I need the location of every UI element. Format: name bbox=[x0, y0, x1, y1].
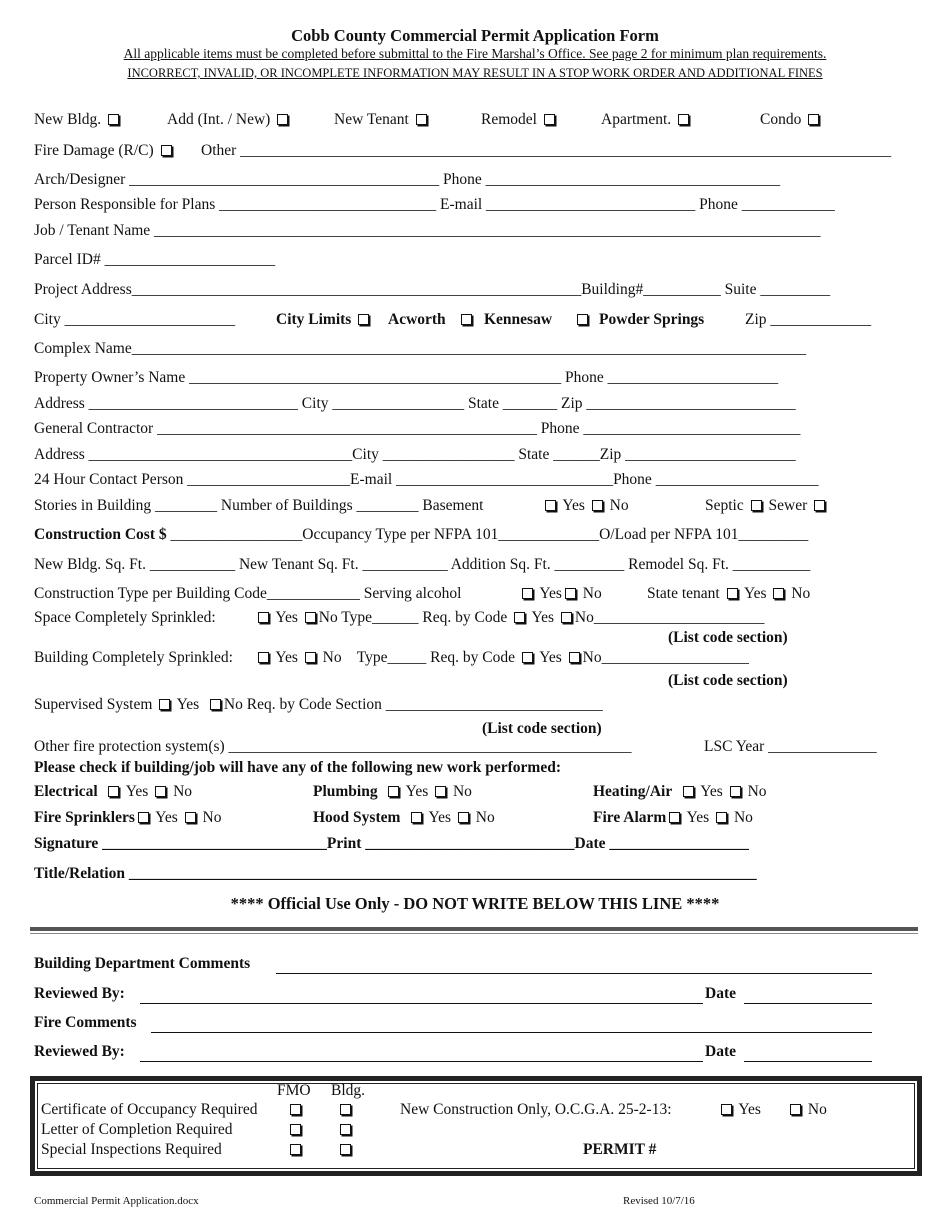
new-construction-no[interactable] bbox=[790, 1104, 801, 1115]
acworth-checkbox[interactable] bbox=[461, 314, 472, 325]
alcohol-yes-checkbox[interactable] bbox=[522, 588, 533, 599]
heating-no[interactable] bbox=[730, 786, 741, 797]
contact-person-field[interactable]: 24 Hour Contact Person _____________________E-mail ____________________________Phone _____________________ bbox=[34, 471, 819, 488]
state-tenant-label: State tenant bbox=[647, 585, 720, 602]
fire-damage-row bbox=[0, 142, 950, 162]
label: No bbox=[582, 585, 602, 602]
checkbox[interactable] bbox=[678, 114, 689, 125]
label: Yes bbox=[539, 649, 562, 666]
reviewed-by-field[interactable] bbox=[140, 1043, 703, 1062]
supervised-yes[interactable] bbox=[159, 699, 170, 710]
date-label: Date bbox=[705, 985, 736, 1002]
stories-row bbox=[0, 497, 950, 517]
plumbing-label: Plumbing bbox=[313, 783, 378, 800]
checkbox[interactable] bbox=[108, 114, 119, 125]
apartment-option[interactable] bbox=[601, 111, 692, 129]
kennesaw-option: Kennesaw bbox=[484, 311, 553, 328]
property-owner-field[interactable]: Property Owner’s Name ________________________________________________ Phone ______________________ bbox=[34, 369, 779, 386]
list-code-section-note: (List code section) bbox=[668, 672, 788, 689]
arch-designer-field[interactable]: Arch/Designer ________________________________________ Phone ______________________________________ bbox=[34, 171, 781, 188]
state-tenant-no-checkbox[interactable] bbox=[773, 588, 784, 599]
label[interactable]: No___________________ bbox=[582, 649, 749, 666]
label: Yes bbox=[686, 809, 710, 826]
sewer-label: Sewer bbox=[768, 497, 808, 514]
label: Yes bbox=[539, 585, 562, 602]
label: Yes bbox=[700, 783, 723, 800]
label: No bbox=[609, 497, 629, 514]
supervised-no[interactable] bbox=[210, 699, 221, 710]
form-subtitle: All applicable items must be completed before submittal to the Fire Marshal’s Office. See page 2 for minimum plan requirements. bbox=[123, 46, 827, 61]
req-code-section-field[interactable]: No Req. by Code Section ____________________________ bbox=[223, 696, 603, 713]
loc-bldg-checkbox[interactable] bbox=[340, 1124, 351, 1135]
parcel-id-field[interactable]: Parcel ID# ______________________ bbox=[34, 251, 276, 268]
reviewed-by-label: Reviewed By: bbox=[34, 985, 125, 1002]
co-bldg-checkbox[interactable] bbox=[340, 1104, 351, 1115]
special-bldg-checkbox[interactable] bbox=[340, 1144, 351, 1155]
fire-comments-label: Fire Comments bbox=[34, 1014, 137, 1031]
stories-field[interactable]: Stories in Building ________ Number of Buildings ________ Basement bbox=[34, 497, 484, 514]
new-construction-label: New Construction Only, O.C.G.A. 25-2-13: bbox=[400, 1101, 672, 1118]
label: Condo bbox=[760, 111, 802, 128]
label: Yes bbox=[155, 809, 178, 826]
new-construction-yes[interactable] bbox=[721, 1104, 732, 1115]
fire-alarm-no[interactable] bbox=[716, 812, 727, 823]
electrical-no[interactable] bbox=[155, 786, 166, 797]
space-sprinkled-label: Space Completely Sprinkled: bbox=[34, 609, 216, 626]
checkbox[interactable] bbox=[416, 114, 427, 125]
divider bbox=[30, 927, 918, 931]
building-sprinkled-label: Building Completely Sprinkled: bbox=[34, 649, 233, 666]
lsc-year-field[interactable]: LSC Year ______________ bbox=[704, 738, 877, 755]
footer-filename: Commercial Permit Application.docx bbox=[34, 1195, 199, 1207]
bldg-req-no[interactable] bbox=[569, 652, 580, 663]
hood-no[interactable] bbox=[458, 812, 469, 823]
official-use-banner: **** Official Use Only - DO NOT WRITE BELOW THIS LINE **** bbox=[230, 894, 720, 913]
label[interactable]: No______________________ bbox=[574, 609, 765, 626]
city-row bbox=[0, 311, 950, 331]
state-tenant-yes-checkbox[interactable] bbox=[727, 588, 738, 599]
gc-address-field[interactable]: Address __________________________________City _________________ State ______Zip ______________________ bbox=[34, 446, 796, 463]
bldg-sprinkled-no[interactable] bbox=[305, 652, 316, 663]
label: Remodel bbox=[481, 111, 537, 128]
fire-alarm-label: Fire Alarm bbox=[593, 809, 667, 826]
special-inspections-label: Special Inspections Required bbox=[41, 1141, 222, 1158]
project-type-row bbox=[0, 111, 950, 131]
form-warning: INCORRECT, INVALID, OR INCOMPLETE INFORMATION MAY RESULT IN A STOP WORK ORDER AND ADDITIONAL FINES bbox=[127, 66, 823, 80]
checkbox[interactable] bbox=[544, 114, 555, 125]
label: Yes bbox=[562, 497, 585, 514]
space-sprinkled-yes[interactable] bbox=[258, 612, 269, 623]
sewer-checkbox[interactable] bbox=[814, 500, 825, 511]
septic-label: Septic bbox=[705, 497, 744, 514]
construction-type-field[interactable]: Construction Type per Building Code____________ Serving alcohol bbox=[34, 585, 462, 602]
reviewed-by-label: Reviewed By: bbox=[34, 1043, 125, 1060]
label: No bbox=[791, 585, 811, 602]
label[interactable]: No Type______ Req. by Code bbox=[318, 609, 508, 626]
addition-option[interactable] bbox=[167, 111, 291, 129]
new-work-heading: Please check if building/job will have any of the following new work performed: bbox=[34, 759, 561, 776]
label: Yes bbox=[176, 696, 200, 713]
label: Yes bbox=[428, 809, 452, 826]
letter-completion-label: Letter of Completion Required bbox=[41, 1121, 233, 1138]
zip-field[interactable]: Zip _____________ bbox=[745, 311, 872, 328]
label: No bbox=[807, 1101, 827, 1118]
fire-damage-option[interactable] bbox=[34, 142, 175, 160]
basement-no-checkbox[interactable] bbox=[592, 500, 603, 511]
list-code-section-note: (List code section) bbox=[668, 629, 788, 646]
checkbox[interactable] bbox=[358, 314, 369, 325]
label: No bbox=[733, 809, 753, 826]
co-fmo-checkbox[interactable] bbox=[290, 1104, 301, 1115]
project-address-field[interactable]: Project Address__________________________________________________________Building#__________ Suite _________ bbox=[34, 281, 831, 298]
new-bldg-option[interactable] bbox=[34, 111, 122, 129]
person-responsible-field[interactable]: Person Responsible for Plans ____________________________ E-mail ___________________________ Phone ____________ bbox=[34, 196, 835, 213]
powder-springs-option: Powder Springs bbox=[599, 311, 705, 328]
fmo-header: FMO bbox=[277, 1082, 311, 1099]
septic-checkbox[interactable] bbox=[751, 500, 762, 511]
remodel-option[interactable] bbox=[481, 111, 558, 129]
space-req-yes[interactable] bbox=[514, 612, 525, 623]
fire-sprinklers-no[interactable] bbox=[185, 812, 196, 823]
kennesaw-checkbox[interactable] bbox=[577, 314, 588, 325]
label: Yes bbox=[738, 1101, 761, 1118]
fire-sprinklers-yes[interactable] bbox=[138, 812, 149, 823]
supervised-system-label: Supervised System bbox=[34, 696, 153, 713]
footer-revised: Revised 10/7/16 bbox=[623, 1195, 695, 1207]
acworth-option: Acworth bbox=[388, 311, 446, 328]
special-fmo-checkbox[interactable] bbox=[290, 1144, 301, 1155]
label: Add (Int. / New) bbox=[167, 111, 271, 128]
complex-name-field[interactable]: Complex Name_______________________________________________________________________________________ bbox=[34, 340, 806, 357]
list-code-section-note: (List code section) bbox=[482, 720, 602, 737]
date-field[interactable] bbox=[744, 1043, 872, 1062]
other-fire-protection-field[interactable]: Other fire protection system(s) ____________________________________________________ bbox=[34, 738, 632, 755]
new-tenant-option[interactable] bbox=[334, 111, 430, 129]
label: New Bldg. bbox=[34, 111, 102, 128]
building-comments-label: Building Department Comments bbox=[34, 955, 251, 972]
label[interactable]: No Type_____ Req. by Code bbox=[322, 649, 515, 666]
construction-cost-label: Construction Cost $ bbox=[34, 526, 167, 543]
alcohol-no-checkbox[interactable] bbox=[565, 588, 576, 599]
fire-sprinklers-label: Fire Sprinklers bbox=[34, 809, 135, 826]
label: Apartment. bbox=[601, 111, 672, 128]
hood-system-label: Hood System bbox=[313, 809, 401, 826]
title-relation-field[interactable]: Title/Relation _________________________________________________________________________________ bbox=[34, 865, 757, 882]
building-comments-field[interactable] bbox=[276, 955, 872, 974]
checkbox[interactable] bbox=[277, 114, 288, 125]
hood-yes[interactable] bbox=[411, 812, 422, 823]
fire-alarm-yes[interactable] bbox=[669, 812, 680, 823]
permit-number-label: PERMIT # bbox=[583, 1141, 657, 1158]
fire-comments-field[interactable] bbox=[151, 1014, 872, 1033]
label: Yes bbox=[743, 585, 767, 602]
label: City Limits bbox=[276, 311, 352, 328]
label: No bbox=[202, 809, 222, 826]
condo-option[interactable] bbox=[760, 111, 822, 129]
label: Yes bbox=[405, 783, 429, 800]
certificate-occupancy-label: Certificate of Occupancy Required bbox=[41, 1101, 258, 1118]
heating-yes[interactable] bbox=[683, 786, 694, 797]
owner-address-field[interactable]: Address ___________________________ City _________________ State _______ Zip ___________________________ bbox=[34, 395, 796, 412]
city-limits-option[interactable] bbox=[276, 311, 372, 329]
plumbing-no[interactable] bbox=[435, 786, 446, 797]
label: New Tenant bbox=[334, 111, 409, 128]
basement-yes-checkbox[interactable] bbox=[545, 500, 556, 511]
job-tenant-field[interactable]: Job / Tenant Name ______________________________________________________________________________________ bbox=[34, 222, 821, 239]
plumbing-yes[interactable] bbox=[388, 786, 399, 797]
space-sprinkled-no[interactable] bbox=[305, 612, 316, 623]
heating-label: Heating/Air bbox=[593, 783, 673, 800]
general-contractor-field[interactable]: General Contractor _________________________________________________ Phone ____________________________ bbox=[34, 420, 801, 437]
checkbox[interactable] bbox=[161, 145, 172, 156]
square-footage-row[interactable]: New Bldg. Sq. Ft. ___________ New Tenant Sq. Ft. ___________ Addition Sq. Ft. _________ Remodel Sq. Ft. __________ bbox=[34, 556, 811, 573]
date-label: Date bbox=[705, 1043, 736, 1060]
other-field[interactable]: Other ____________________________________________________________________________________ bbox=[201, 142, 892, 159]
label: Yes bbox=[125, 783, 149, 800]
signature-print-date-field[interactable]: Signature _____________________________Print ___________________________Date __________________ bbox=[34, 835, 749, 852]
label: Yes bbox=[531, 609, 554, 626]
bldg-header: Bldg. bbox=[331, 1082, 366, 1099]
bldg-sprinkled-yes[interactable] bbox=[258, 652, 269, 663]
form-title: Cobb County Commercial Permit Application Form bbox=[291, 26, 659, 45]
label: Yes bbox=[275, 649, 298, 666]
label: Yes bbox=[275, 609, 298, 626]
label: No bbox=[475, 809, 495, 826]
label: No bbox=[452, 783, 472, 800]
date-field[interactable] bbox=[744, 985, 872, 1004]
divider bbox=[30, 933, 918, 934]
label: No bbox=[173, 783, 193, 800]
checkbox[interactable] bbox=[808, 114, 819, 125]
space-req-no[interactable] bbox=[561, 612, 572, 623]
bldg-req-yes[interactable] bbox=[522, 652, 533, 663]
city-field[interactable]: City ______________________ bbox=[34, 311, 236, 328]
loc-fmo-checkbox[interactable] bbox=[290, 1124, 301, 1135]
reviewed-by-field[interactable] bbox=[140, 985, 703, 1004]
electrical-label: Electrical bbox=[34, 783, 98, 800]
construction-cost-field[interactable]: _________________Occupancy Type per NFPA 101_____________O/Load per NFPA 101_________ bbox=[166, 526, 809, 543]
electrical-yes[interactable] bbox=[108, 786, 119, 797]
label: Fire Damage (R/C) bbox=[34, 142, 154, 159]
label: No bbox=[747, 783, 767, 800]
